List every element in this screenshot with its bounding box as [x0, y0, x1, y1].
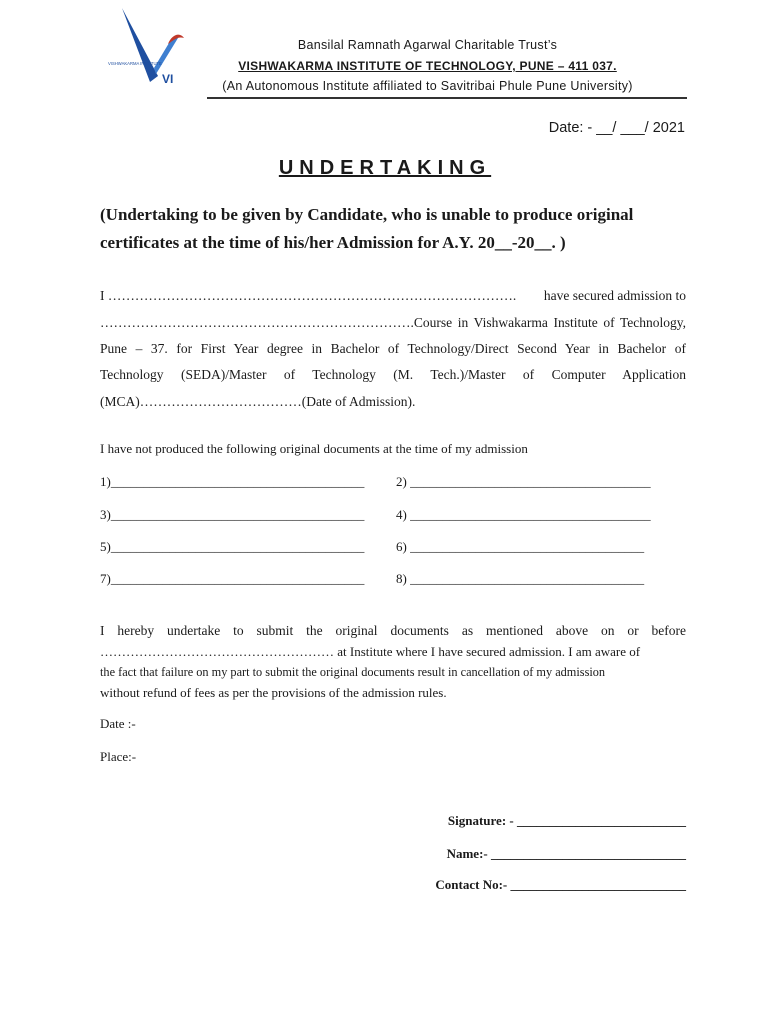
trust-name: Bansilal Ramnath Agarwal Charitable Trust’s [297, 38, 558, 52]
documents-intro: I have not produced the following original documents at the time of my admission [100, 441, 528, 456]
document-blank-1[interactable]: 1)_______________________________________ [100, 474, 365, 489]
vi-logo-icon [108, 8, 190, 88]
body-line-2: …………………………………………………………….Course in Vishwakarma Institute of Technology, [100, 315, 686, 330]
undertake-line-2: ……………………………………………… at Institute where I have secured admission. I am aware of [100, 644, 641, 659]
document-blank-3[interactable]: 3)_______________________________________ [100, 507, 365, 522]
affiliation: (An Autonomous Institute affiliated to Savitribai Phule Pune University) [222, 79, 633, 93]
candidate-name-blank[interactable]: I ………………………………………………………………………………. [100, 288, 517, 303]
subtitle [100, 201, 690, 257]
document-blank-4[interactable]: 4) _____________________________________ [396, 507, 651, 522]
document-blank-6[interactable]: 6) ____________________________________ [396, 539, 645, 554]
body-line-4: Technology (SEDA)/Master of Technology (M. Tech.)/Master of Computer Application [100, 367, 686, 382]
subtitle-line-2: certificates at the time of his/her Admission for A.Y. 20__-20__. ) [100, 233, 566, 252]
document-blank-7[interactable]: 7)_______________________________________ [100, 571, 365, 586]
logo-mark: VI [162, 72, 174, 86]
body-line-1-end: have secured admission to [543, 288, 686, 303]
contact-field[interactable]: Contact No:- ___________________________ [435, 877, 686, 892]
page-title: UNDERTAKING [278, 157, 492, 179]
subtitle-line-1: (Undertaking to be given by Candidate, who is unable to produce original [100, 205, 634, 224]
place-label: Place:- [100, 749, 137, 764]
name-field[interactable]: Name:- ______________________________ [446, 846, 686, 861]
body-line-3: Pune – 37. for First Year degree in Bachelor of Technology/Direct Second Year in Bachelor of [100, 341, 686, 356]
header-divider [207, 97, 687, 99]
body-line-1 [100, 288, 686, 304]
undertake-line-1: I hereby undertake to submit the original documents as mentioned above on or before [100, 623, 686, 638]
undertake-line-4: without refund of fees as per the provisions of the admission rules. [100, 685, 447, 700]
date-label: Date :- [100, 716, 136, 731]
logo-text: VISHWAKARMA INSTITUTE [108, 61, 162, 66]
undertake-line-3: the fact that failure on my part to submit the original documents result in cancellation of my admission [100, 665, 606, 679]
document-blank-5[interactable]: 5)_______________________________________ [100, 539, 365, 554]
body-line-5: (MCA)………………………………(Date of Admission). [100, 394, 416, 409]
signature-field[interactable]: Signature: - __________________________ [447, 813, 686, 828]
document-blank-2[interactable]: 2) _____________________________________ [396, 474, 651, 489]
institute-name: VISHWAKARMA INSTITUTE OF TECHNOLOGY, PUNE – 411 037. [238, 59, 617, 73]
document-blank-8[interactable]: 8) ____________________________________ [396, 571, 645, 586]
institute-logo [108, 8, 190, 88]
date-line: Date: - __/ ___/ 2021 [548, 120, 685, 136]
